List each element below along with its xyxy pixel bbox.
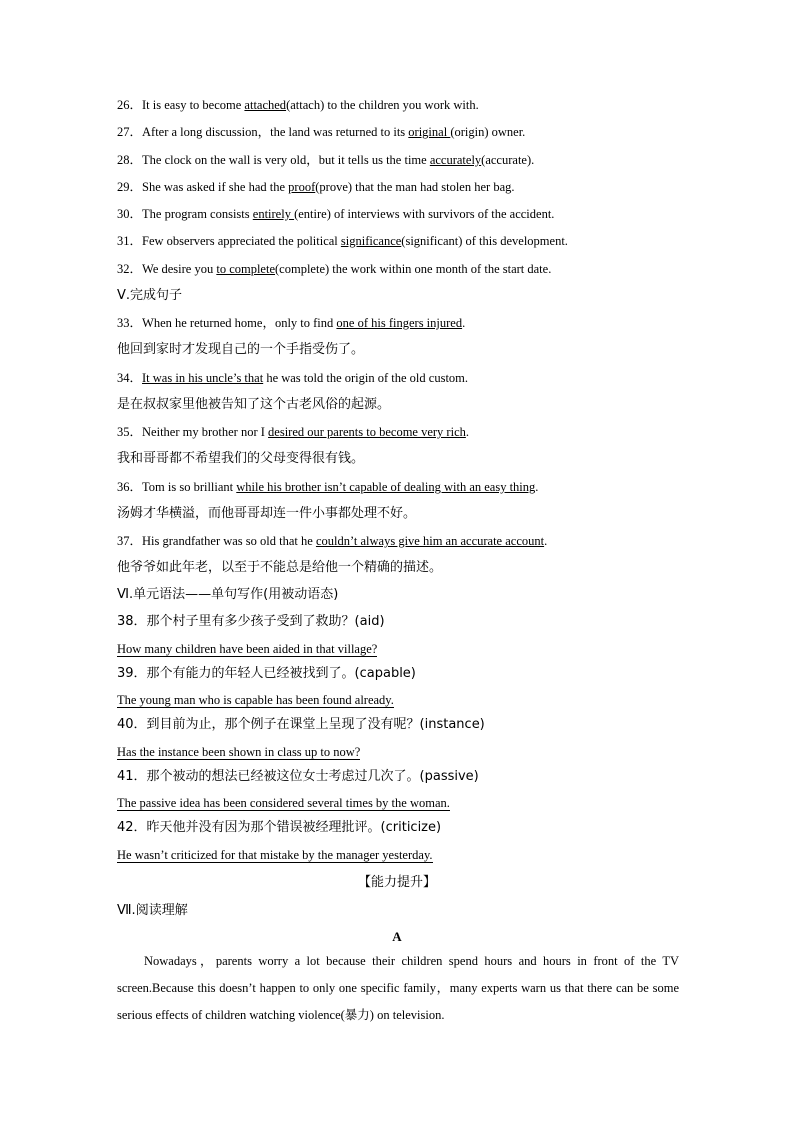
answer: while his brother isn’t capable of dealing with an easy thing (236, 480, 536, 494)
item-32: 32．We desire you to complete(complete) the work within one month of the start date. (117, 262, 552, 276)
translation-35: 我和哥哥都不希望我们的父母变得很有钱。 (117, 451, 365, 466)
grammar-answer-38: How many children have been aided in that village? (117, 642, 378, 656)
sentence-33: 33．When he returned home，only to find one of his fingers injured. (117, 316, 466, 330)
translation-36: 汤姆才华横溢，而他哥哥却连一件小事都处理不好。 (117, 506, 417, 521)
grammar-answer-39: The young man who is capable has been found already. (117, 693, 394, 707)
grammar-question-39: 39．那个有能力的年轻人已经被找到了。(capable) (117, 666, 416, 681)
answer: It was in his uncle’s that (142, 371, 264, 385)
item-31: 31．Few observers appreciated the political significance(significant) of this development. (117, 234, 568, 248)
answer: entirely (252, 207, 295, 221)
sentence-36: 36．Tom is so brilliant while his brother isn’t capable of dealing with an easy thing. (117, 480, 539, 494)
section-heading: Ⅶ.阅读理解 (117, 903, 188, 918)
item-29: 29．She was asked if she had the proof(prove) that the man had stolen her bag. (117, 180, 515, 194)
grammar-question-42: 42．昨天他并没有因为那个错误被经理批评。(criticize) (117, 820, 442, 835)
translation-37: 他爷爷如此年老，以至于不能总是给他一个精确的描述。 (117, 560, 443, 575)
grammar-answer-41: The passive idea has been considered several times by the woman. (117, 796, 450, 810)
sentence-37: 37．His grandfather was so old that he couldn’t always give him an accurate account. (117, 534, 548, 548)
answer: attached (244, 98, 287, 112)
answer: to complete (216, 262, 276, 276)
sentence-34: 34．It was in his uncle’s that he was told the origin of the old custom. (117, 371, 469, 385)
answer: accurately (429, 153, 482, 167)
translation-34: 是在叔叔家里他被告知了这个古老风俗的起源。 (117, 397, 391, 412)
ability-heading: 【能力提升】 (357, 875, 436, 890)
grammar-question-41: 41．那个被动的想法已经被这位女士考虑过几次了。(passive) (117, 769, 479, 784)
item-26: 26．It is easy to become attached(attach) to the children you work with. (117, 98, 479, 112)
section-heading: Ⅴ.完成句子 (117, 288, 183, 303)
passage-label: A (392, 929, 402, 944)
answer: original (408, 125, 451, 139)
section-heading: Ⅵ.单元语法——单句写作(用被动语态) (117, 587, 339, 602)
answer: couldn’t always give him an accurate account (315, 534, 545, 548)
grammar-answer-42: He wasn’t criticized for that mistake by the manager yesterday. (117, 848, 433, 862)
answer: proof (288, 180, 316, 194)
grammar-question-38: 38．那个村子里有多少孩子受到了救助？(aid) (117, 614, 385, 629)
item-30: 30．The program consists entirely (entire) of interviews with survivors of the accident. (117, 207, 555, 221)
item-28: 28．The clock on the wall is very old，but it tells us the time accurately(accurate). (117, 153, 535, 167)
grammar-question-40: 40．到目前为止，那个例子在课堂上呈现了没有呢？(instance) (117, 717, 485, 732)
sentence-35: 35．Neither my brother nor I desired our parents to become very rich. (117, 425, 469, 439)
reading-passage: Nowadays，parents worry a lot because their children spend hours and hours in front of the TV screen.Because this doesn’t happen to only one specific family，many experts warn us that there can be some serious effects of children watching violence(暴力) on television. (117, 954, 679, 1022)
answer: desired our parents to become very rich (268, 425, 466, 439)
translation-33: 他回到家时才发现自己的一个手指受伤了。 (117, 342, 365, 357)
answer: one of his fingers injured (336, 316, 463, 330)
answer: significance (340, 234, 402, 248)
grammar-answer-40: Has the instance been shown in class up to now? (117, 745, 361, 759)
item-27: 27．After a long discussion，the land was returned to its original (origin) owner. (117, 125, 526, 139)
